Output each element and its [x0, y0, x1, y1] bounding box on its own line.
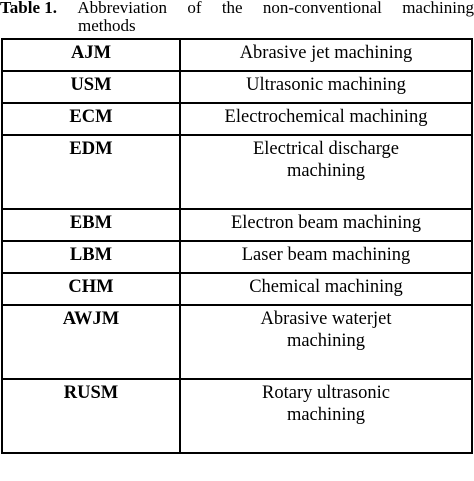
abbreviation-cell: RUSM [2, 379, 180, 453]
abbreviation-cell: EBM [2, 209, 180, 241]
caption-word: the [221, 0, 243, 17]
abbreviation-cell: CHM [2, 273, 180, 305]
table-row [2, 209, 472, 241]
method-name-cell: Ultrasonic machining [180, 71, 472, 103]
abbreviation-cell: ECM [2, 103, 180, 135]
method-name-cell [180, 305, 472, 379]
method-name-cell: Abrasive jet machining [180, 39, 472, 71]
method-name-text: Electrical discharge machining [252, 139, 400, 181]
table-row [2, 71, 472, 103]
caption-line-2: methods [78, 16, 136, 35]
abbreviation-table [1, 38, 473, 454]
abbreviation-cell: USM [2, 71, 180, 103]
table-row [2, 103, 472, 135]
method-name-cell: Laser beam machining [180, 241, 472, 273]
caption-word: machining [402, 0, 474, 17]
abbreviation-cell: LBM [2, 241, 180, 273]
table-row [2, 39, 472, 71]
method-name-cell [180, 135, 472, 209]
method-name-text: Rotary ultrasonic machining [262, 383, 390, 425]
method-name-text: Abrasive waterjet machining [260, 309, 392, 351]
table-row [2, 305, 472, 379]
table-row [2, 241, 472, 273]
table-row [2, 273, 472, 305]
caption-line-1 [0, 0, 474, 17]
caption-word: non-conventional [262, 0, 382, 17]
table-row [2, 379, 472, 453]
method-name-cell: Electrochemical machining [180, 103, 472, 135]
caption-word: Abbreviation [77, 0, 168, 17]
method-name-cell [180, 379, 472, 453]
abbreviation-cell: EDM [2, 135, 180, 209]
caption-word: of [187, 0, 202, 17]
method-name-cell: Chemical machining [180, 273, 472, 305]
abbreviation-cell: AWJM [2, 305, 180, 379]
table-label: Table 1. [0, 0, 58, 17]
abbreviation-cell: AJM [2, 39, 180, 71]
table-row [2, 135, 472, 209]
method-name-cell: Electron beam machining [180, 209, 472, 241]
